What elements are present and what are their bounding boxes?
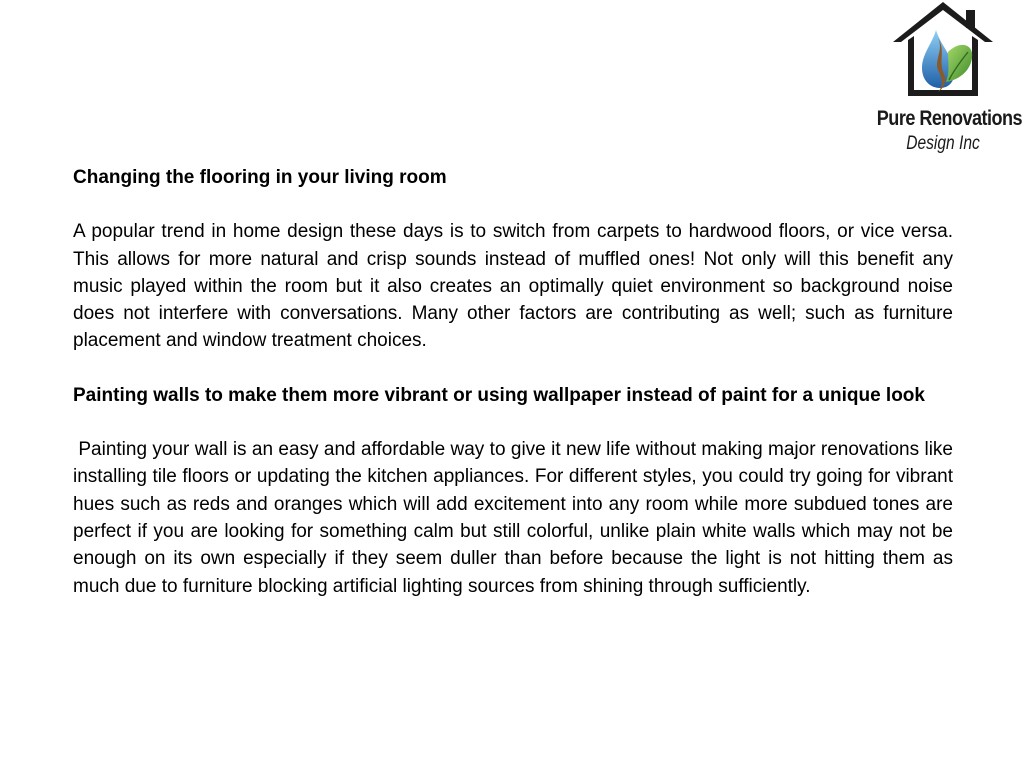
company-logo (866, 0, 1023, 162)
document-body (73, 164, 959, 627)
section-body-flooring: A popular trend in home design these days is to switch from carpets to hardwood floors, or vice versa. This allows for more natural and crisp sounds instead of muffled ones! Not only will this benefit any music played within the room but it also creates an optimally quiet environment so background noise does not interfere with conversations. Many other factors are contributing as well; such as furniture placement and window treatment choices. (73, 221, 953, 352)
section-heading-painting: Painting walls to make them more vibrant or using wallpaper instead of paint for a unique look (73, 384, 925, 406)
logo-company-name: Pure Renovations (876, 107, 1023, 130)
logo-company-subtitle: Design Inc (906, 133, 980, 154)
section-body-painting: Painting your wall is an easy and affordable way to give it new life without making major renovations like installing tile floors or updating the kitchen appliances. For different styles, you could try going for vibrant hues such as reds and oranges which will add excitement into any room while more subdued tones are perfect if you are looking for something calm but still colorful, unlike plain white walls which may not be enough on its own especially if they seem duller than before because the light is not hitting them as much due to furniture blocking artificial lighting sources from shining through sufficiently. (73, 439, 959, 597)
section-heading-flooring: Changing the flooring in your living room (73, 167, 447, 188)
house-water-leaf-icon (888, 0, 998, 100)
